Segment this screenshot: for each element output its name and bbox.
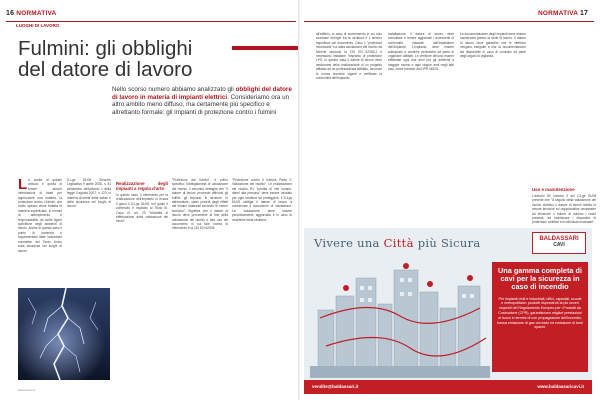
ad-title — [314, 236, 481, 250]
brand-logo — [532, 232, 586, 254]
section-label: NORMATIVA — [538, 10, 578, 17]
lead-suffix: . Consideriamo ora un altro ambito meno diffuso, ma certamente più specifico e altrettanto formale: gli impianti di protezione contro i fulmini — [112, 93, 290, 116]
right-column-2-text: installazione, il datore di lavoro deve consultare e tenere aggiornati i documenti di conformità rilasciati dall'installatore dell'impianto. L'impianto deve essere sottoposto a verifiche periodiche da parte di organismi abilitati. Le verifiche devono essere effettuate ogni due anni per gli ambienti a maggior rischio e ogni cinque anni negli altri casi, come previsto dal DPR 462/01. — [388, 32, 454, 72]
header-rule — [304, 21, 594, 22]
column-5-text: "Protezione contro il fulmine Parte 2: Valutazione del rischio". Le realizzazione del rischio R1 "perdita di vite umane, danni alla persona" deve essere valutato per ogni struttura da proteggere. Il D.Lgs 81/08 obbliga il datore di lavoro a conservare il documento di valutazione. La valutazione deve essere periodicamente aggiornata e in caso di modifiche della struttura. — [232, 178, 292, 222]
brand-logo-line-1: BALDASSARI — [539, 236, 579, 242]
column-3 — [116, 178, 168, 388]
right-column-1 — [316, 32, 382, 222]
column-1 — [18, 178, 62, 284]
right-column-2 — [388, 32, 454, 222]
ad-title-part-1: Vivere una — [314, 236, 384, 250]
section-label: NORMATIVA — [16, 10, 57, 17]
city-illustration — [310, 258, 490, 378]
sidebar-box-heading: Uso e manutenzione — [532, 187, 575, 192]
article-title: Fulmini: gli obblighi del datore di lavoro — [18, 37, 193, 81]
right-column-1-text: all'edificio, in caso di avvenimento in cui solo scaricare energie tra la struttura e il terreno impedisce dal documento. Caso 1 "protezioni necessarie" ha dalla valutazione del rischio da fulmine secondo la CEI EN 62305-2 è necessario installare l'impianto di protezione LPS. In questo caso il datore di lavoro deve assicurarsi della realizzazione di un progetto affidato ad un professionista abilitato, secondo le norme tecniche vigenti e verificare la conformità dell'impianto. — [316, 32, 382, 81]
lightning-photo — [18, 288, 110, 380]
column-heading: Realizzazione degli impianti a regola d'arte — [116, 181, 168, 191]
page-footer: www.ai-tec.it — [18, 388, 35, 392]
column-4-text: "Protezioni dai fulmini". Il primo specifico l'obbligatorietà di valutazione del rischio, il secondo dettaglia che "il datore di lavoro provvede affinché gli edifici, gli impianti, le strutture, le attrezzature, siano protetti dagli effetti dei fulmini realizzati secondo le norme tecniche". Significa che il datore di lavoro deve provvedere al fine della valutazione del rischio e fare uso del documento in cui tale norma di riferimento è la CEI EN 62305. — [172, 178, 228, 231]
right-column-3-text: La documentazione degli impianti deve essere conservata presso la sede di lavoro. Il datore di lavoro deve garantire che le verifiche vengano eseguite e che la documentazione sia disponibile in caso di controllo da parte degli organi di vigilanza. — [460, 32, 526, 59]
page-header — [6, 10, 56, 20]
column-1-text: a scelta di questo articolo è quella di fornire alcune informazioni di base per approcciare una materia, la protezione contro i fulmini, che molto spesso viene trattata in maniera superficiale, in termini di adempimento e responsabilità, da molte figure specifiche negli ambienti di lavoro. Anche in questo caso il punto di partenza è rappresentato dalle indicazioni normative del Testo Unico sulla sicurezza nei luoghi di lavoro. — [18, 178, 62, 253]
advertisement — [304, 228, 592, 394]
header-rule — [6, 21, 296, 22]
lightning-icon — [18, 288, 110, 380]
page-number: 16 — [6, 10, 15, 17]
article-lead — [112, 86, 292, 116]
column-5 — [232, 178, 292, 388]
ad-title-part-3: più Sicura — [413, 236, 481, 250]
lead-highlight: obblighi del datore di lavoro in materia di impianti elettrici — [112, 86, 292, 101]
column-2-top — [67, 178, 111, 284]
sidebar-box — [532, 184, 596, 226]
lead-prefix: Nello scorso numero abbiamo analizzato gli — [112, 86, 236, 93]
ad-info-panel — [492, 262, 588, 372]
page-header — [538, 10, 588, 20]
ad-panel-body: Per impianti civili e industriali, uffici, ospedali, scuole e metropolitane: prodotti rispondenti ai più severi requisiti del Regolamento Europeo per i Prodotti da Costruzione (CPR), garantiscono migliori prestazioni al fuoco in termini di non propagazione dell'incendio, bassa emissione di gas corrosivi ed emissione di fumi opachi. — [497, 296, 583, 330]
page-number: 17 — [579, 10, 589, 17]
drop-cap: L — [18, 176, 28, 193]
subsection-label: LUOGHI DI LAVORO — [16, 23, 60, 28]
ad-contact-bar — [304, 380, 592, 394]
brand-logo-line-2: CAVI — [553, 242, 565, 248]
right-column-3 — [460, 32, 526, 182]
column-4 — [172, 178, 228, 388]
sidebar-box-text: L'articolo 80 comma 3 del D.Lgs 81/08 prevede che "A seguito della valutazione del rischio elettrico il datore di lavoro adotta le misure tecniche ed organizzative necessarie ad eliminare o ridurre al minimo i rischi presenti, ad individuare i dispositivi di protezione collettivi ed individuali necessari". — [532, 194, 596, 225]
right-page — [300, 0, 600, 400]
column-2-text: D.Lgs 81/08 "Decreto Legislativo 9 aprile 2008, n. 81 Attuazione dell'articolo 1 della legge 3 agosto 2007, n. 123, in materia di tutela della salute e della sicurezza nei luoghi di lavoro". — [67, 178, 111, 209]
ad-title-part-2: Città — [383, 236, 414, 250]
ad-panel-heading: Una gamma completa di cavi per la sicurezza in caso di incendio — [498, 266, 582, 292]
ad-website-link[interactable]: www.baldassaricavi.it — [537, 384, 584, 389]
ad-email-link[interactable]: vendite@baldassari.it — [312, 384, 359, 389]
title-accent-bar — [232, 46, 298, 50]
column-3-text: In questo caso, il riferimento per la realizzazione dell'impianto lo ricava il gioco il D.Lgs 81/08, nel quale il contenuto è esplicito al Titolo III, Capo III, art. 29 "Modalità di effettuazione della valutazione dei rischi". — [116, 193, 168, 224]
